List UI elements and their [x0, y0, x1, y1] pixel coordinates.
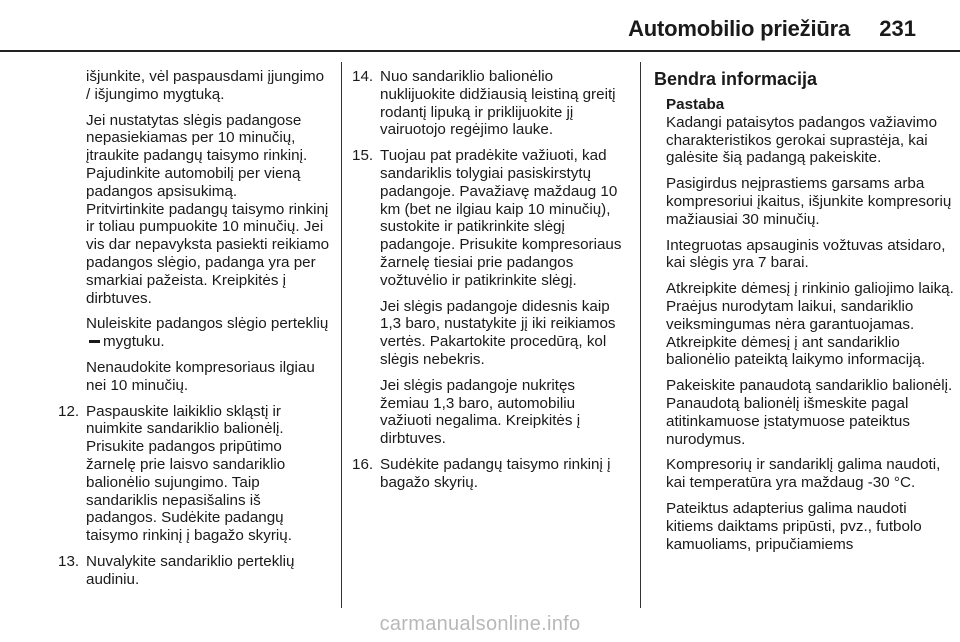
- minus-icon: [89, 340, 100, 343]
- paragraph: Nenaudokite kompresoriaus ilgiau nei 10 minučių.: [86, 358, 315, 394]
- page-header: [0, 0, 960, 50]
- note-label: Pastaba: [666, 96, 725, 113]
- list-number: 16.: [352, 455, 374, 473]
- paragraph: Kompresorių ir sandariklį galima naudoti, kai temperatūra yra maždaug -30 °C.: [666, 456, 941, 492]
- paragraph: Atkreipkite dėmesį į rinkinio galiojimo laiką. Praėjus nurodytam laikui, sandariklio veiksmingumas nėra garantuojamas. Atkreipkite dėmesį į ant sandariklio balionėlio pateiktą laikymo informaciją.: [666, 280, 954, 369]
- paragraph: Pritvirtinkite padangų taisymo rinkinį ir toliau pumpuokite 10 minučių. Jei vis dar nepavyksta pasiekti reikiamo padangos slėgio, padanga yra per smarkiai pažeista. Kreipkitės į dirbtuves.: [86, 200, 330, 307]
- paragraph: Kadangi pataisytos padangos važiavimo charakteristikos gerokai suprastėja, kai galėsite šią padangą pakeiskite.: [666, 113, 938, 167]
- list-text: Jei slėgis padangoje nukritęs žemiau 1,3 baro, automobiliu važiuoti negalima. Kreipkitės į dirbtuves.: [380, 376, 581, 448]
- watermark: carmanualsonline.info: [379, 613, 581, 635]
- list-number: 12.: [58, 402, 80, 420]
- list-text: Tuojau pat pradėkite važiuoti, kad sandariklis tolygiai pasiskirstytų padangoje. Pavažiavę maždaug 10 km (bet ne ilgiau kaip 10 minučių), sustokite ir patikrinkite slėgį padangoje. Prisukite kompresoriaus žarnelę tiesiai prie padangos vožtuvėlio ir patikrinkite slėgį.: [380, 147, 622, 289]
- page-number: 231: [879, 16, 916, 41]
- list-item: [352, 147, 628, 448]
- paragraph: Nuleiskite padangos slėgio pertekliųmygtuku.: [86, 315, 329, 351]
- list-body: [380, 147, 628, 448]
- column-left: [58, 68, 330, 597]
- page-title: Automobilio priežiūra: [628, 16, 850, 41]
- section-title: Bendra informacija: [654, 69, 818, 89]
- note-block: [654, 96, 954, 553]
- column-divider-1: [341, 62, 342, 608]
- list-text: Jei slėgis padangoje didesnis kaip 1,3 baro, nustatykite jį iki reikiamos vertės. Pakartokite procedūrą, kol slėgis nebekris.: [380, 297, 616, 368]
- list-text: Nuo sandariklio balionėlio nuklijuokite didžiausią leistiną greitį rodantį lipuką ir priklijuokite jį vairuotojo regėjimo lauke.: [380, 68, 616, 139]
- paragraph: Jei nustatytas slėgis padangose nepasiekiamas per 10 minučių, įtraukite padangų taisymo rinkinį. Pajudinkite automobilį per vieną padangos apsisukimą.: [86, 111, 308, 200]
- list-number: 14.: [352, 68, 374, 85]
- list-number: 15.: [352, 147, 374, 165]
- list-text: Paspauskite laikiklio skląstį ir nuimkite sandariklio balionėlį. Prisukite padangos pripūtimo žarnelę prie laisvo sandariklio balionėlio sujungimo. Taip sandariklis nepasišalins iš padangos. Sudėkite padangų taisymo rinkinį į bagažo skyrių.: [86, 402, 292, 545]
- list-text: Nuvalykite sandariklio perteklių audiniu.: [86, 552, 295, 588]
- list-item: [58, 553, 330, 589]
- header-rule: [0, 50, 960, 52]
- list-item: [352, 68, 628, 139]
- paragraph: išjunkite, vėl paspausdami įjungimo / išjungimo mygtuką.: [86, 68, 325, 103]
- list-number: 13.: [58, 552, 80, 570]
- column-middle: [352, 68, 628, 500]
- column-divider-2: [640, 62, 641, 608]
- paragraph: Pateiktus adapterius galima naudoti kitiems daiktams pripūsti, pvz., futbolo kamuoliams, pripučiamiems: [666, 499, 922, 553]
- column-right: [654, 68, 954, 561]
- paragraph: Pakeiskite panaudotą sandariklio balionėlį. Panaudotą balionėlį išmeskite pagal atitinkamuose įstatymuose pateiktus nurodymus.: [666, 377, 953, 448]
- paragraph: Integruotas apsauginis vožtuvas atsidaro, kai slėgis yra 7 barai.: [666, 236, 946, 272]
- list-item: [352, 456, 628, 492]
- paragraph: Pasigirdus neįprastiems garsams arba kompresoriui įkaitus, išjunkite kompresorių mažiausiai 30 minučių.: [666, 175, 952, 228]
- list-item: [58, 403, 330, 545]
- list-text: Sudėkite padangų taisymo rinkinį į bagažo skyrių.: [380, 455, 611, 491]
